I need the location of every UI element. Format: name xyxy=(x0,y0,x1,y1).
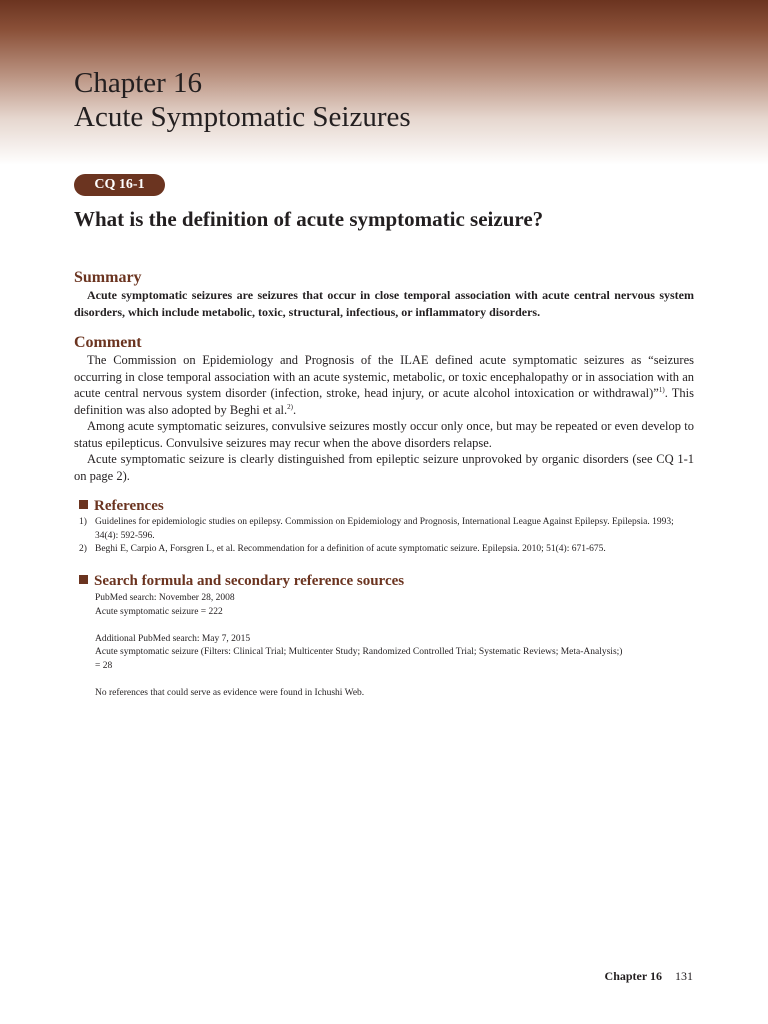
page-footer xyxy=(605,968,693,984)
comment-p1-text-b: . This definition was also adopted by Beghi et al. xyxy=(74,386,694,417)
chapter-title: Acute Symptomatic Seizures xyxy=(74,101,411,133)
page-number: 131 xyxy=(675,969,693,983)
reference-item xyxy=(79,516,693,543)
comment-paragraph-1 xyxy=(74,352,694,418)
references-list xyxy=(79,516,693,557)
search-formula-block xyxy=(95,592,695,700)
square-bullet-icon xyxy=(79,575,88,584)
reference-text: Beghi E, Carpio A, Forsgren L, et al. Recommendation for a definition of acute symptomatic seizure. Epilepsia. 2010; 51(4): 671-675. xyxy=(95,544,606,554)
comment-heading: Comment xyxy=(74,334,142,351)
square-bullet-icon xyxy=(79,500,88,509)
search-line: Acute symptomatic seizure (Filters: Clinical Trial; Multicenter Study; Randomized Controlled Trial; Systematic Reviews; Meta-Analysis;) xyxy=(95,647,623,657)
search-line: PubMed search: November 28, 2008 xyxy=(95,593,235,603)
search-line: Acute symptomatic seizure = 222 xyxy=(95,606,223,617)
search-heading-label: Search formula and secondary reference sources xyxy=(94,573,405,589)
summary-paragraph: Acute symptomatic seizures are seizures that occur in close temporal association with acute central nervous system disorders, which include metabolic, toxic, structural, infectious, or inflammatory disorders. xyxy=(74,288,694,319)
references-heading xyxy=(79,497,164,515)
comment-p1-text-a: The Commission on Epidemiology and Prognosis of the ILAE defined acute symptomatic seizures as “seizures occurring in close temporal association with an acute systemic, metabolic, or toxic encephalopathy or in association with an acute central nervous system disorder (infection, stroke, head injury, or acute alcohol intoxication or withdrawal)” xyxy=(74,353,694,400)
citation-1: 1) xyxy=(658,385,665,394)
search-line: = 28 xyxy=(95,660,113,671)
references-heading-label: References xyxy=(94,498,164,514)
cq-question: What is the definition of acute symptomatic seizure? xyxy=(74,207,544,231)
comment-paragraph-2: Among acute symptomatic seizures, convulsive seizures mostly occur only once, but may be repeated or even develop to status epilepticus. Convulsive seizures may recur when the above disorders relapse. xyxy=(74,419,694,450)
search-line: Additional PubMed search: May 7, 2015 xyxy=(95,633,251,644)
reference-text: Guidelines for epidemiologic studies on epilepsy. Commission on Epidemiology and Prognosis, International League Against Epilepsy. Epilepsia. 1993; 34(4): 592-596. xyxy=(95,517,674,541)
search-heading xyxy=(79,572,404,590)
cq-badge: CQ 16-1 xyxy=(74,174,165,196)
summary-heading: Summary xyxy=(74,269,142,286)
summary-body xyxy=(74,287,694,320)
citation-2: 2) xyxy=(287,402,293,411)
search-line: No references that could serve as evidence were found in Ichushi Web. xyxy=(95,687,365,698)
reference-item xyxy=(79,543,693,557)
search-line xyxy=(95,673,695,687)
search-line xyxy=(95,619,695,633)
comment-paragraph-3: Acute symptomatic seizure is clearly distinguished from epileptic seizure unprovoked by organic disorders (see CQ 1-1 on page 2). xyxy=(74,452,694,483)
chapter-heading xyxy=(74,66,411,134)
comment-body xyxy=(74,352,694,484)
footer-chapter: Chapter 16 xyxy=(604,969,662,983)
reference-number: 1) xyxy=(79,517,87,527)
reference-number: 2) xyxy=(79,544,87,554)
comment-p1-text-c: . xyxy=(293,402,297,417)
chapter-label: Chapter 16 xyxy=(74,67,203,99)
